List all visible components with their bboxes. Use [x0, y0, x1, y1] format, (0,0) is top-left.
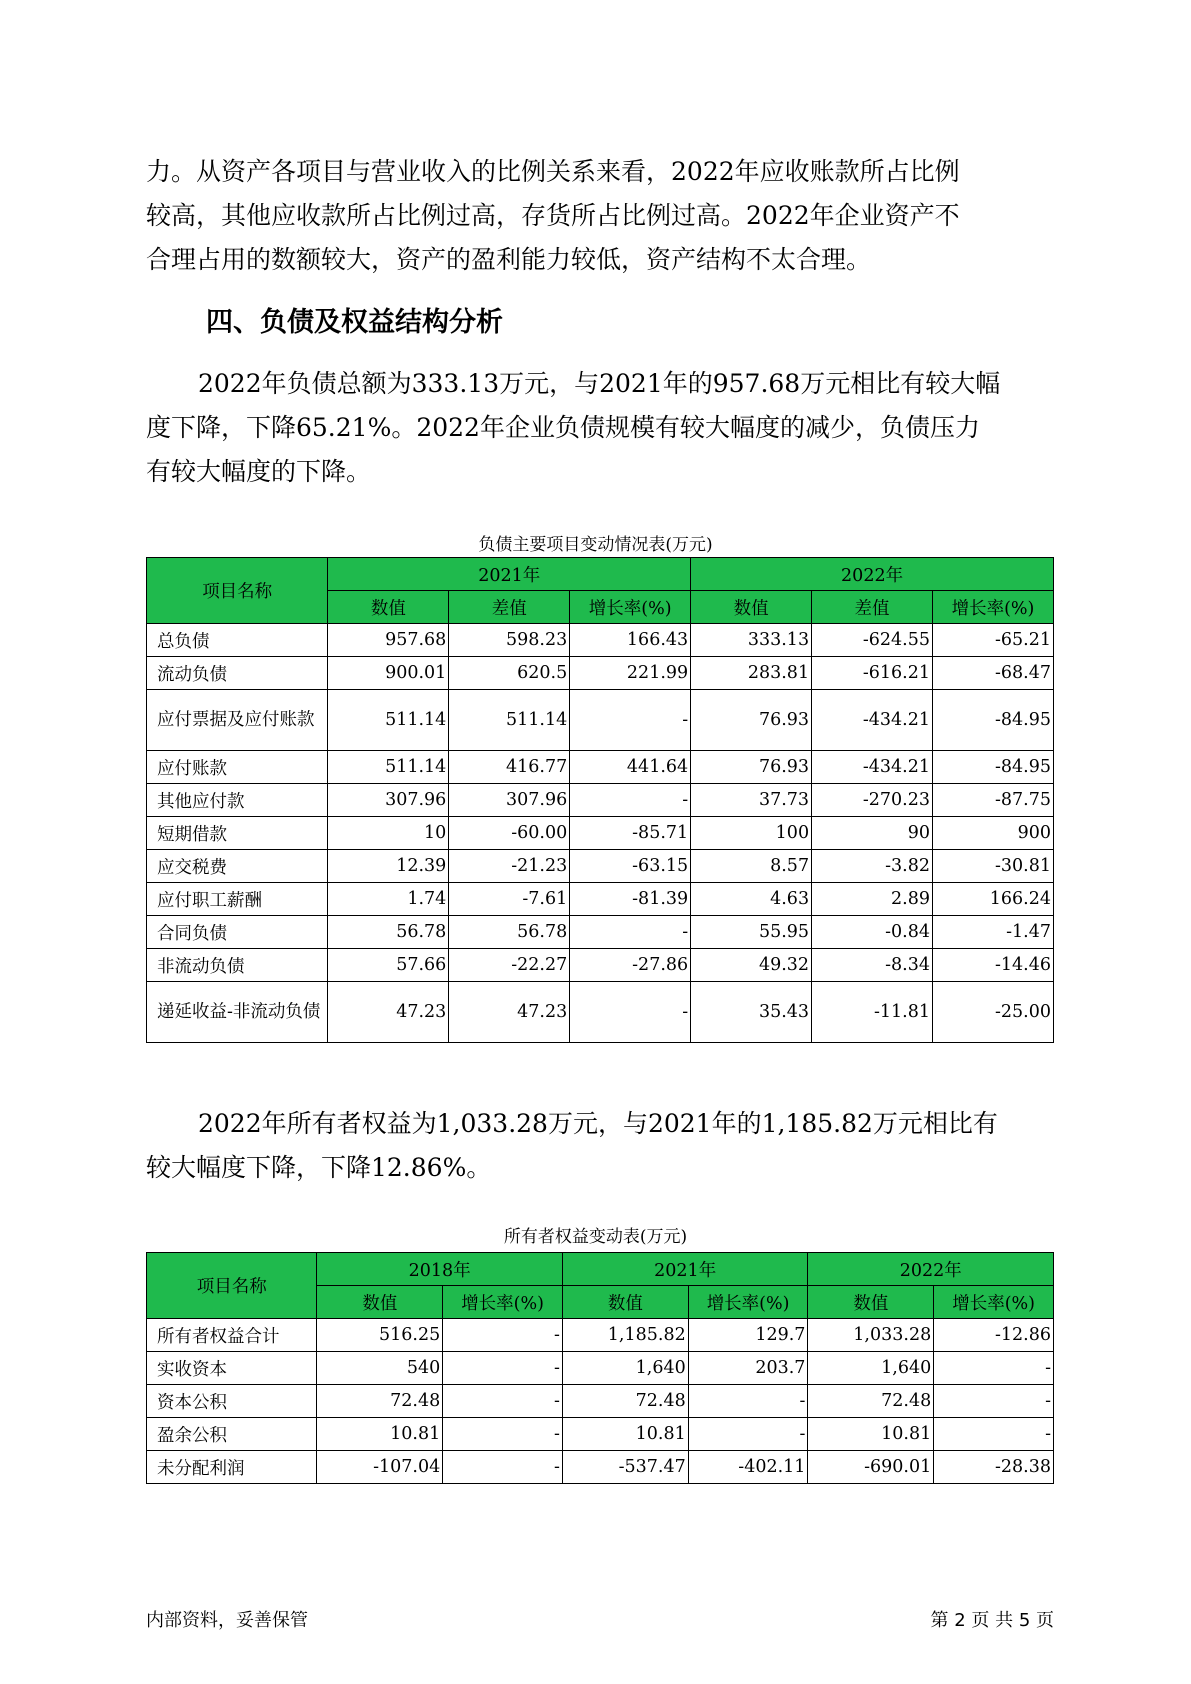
cell-growth: 441.64 [570, 751, 691, 784]
cell-value: 72.48 [808, 1385, 934, 1418]
cell-value: 1,640 [808, 1352, 934, 1385]
cell-growth: 166.43 [570, 624, 691, 657]
header-growth: 增长率(%) [688, 1286, 808, 1319]
row-name: 应付票据及应付账款 [147, 690, 328, 751]
cell-growth: -84.95 [933, 751, 1054, 784]
cell-diff: 598.23 [449, 624, 570, 657]
table-row [147, 1319, 1054, 1352]
cell-growth: - [570, 982, 691, 1043]
text-line: 2022年负债总额为333.13万元，与2021年的957.68万元相比有较大幅 [198, 369, 1001, 398]
cell-growth: - [688, 1385, 808, 1418]
footer-confidential-note: 内部资料，妥善保管 [146, 1610, 308, 1631]
header-year: 2022年 [691, 558, 1054, 591]
cell-diff: 416.77 [449, 751, 570, 784]
table-caption-liabilities: 负债主要项目变动情况表(万元) [478, 535, 713, 555]
table-row [147, 690, 1054, 751]
table-caption-equity: 所有者权益变动表(万元) [503, 1227, 688, 1247]
header-item-name: 项目名称 [147, 1253, 317, 1319]
cell-growth: -87.75 [933, 784, 1054, 817]
cell-value: 37.73 [691, 784, 812, 817]
cell-value: 12.39 [328, 850, 449, 883]
paragraph-liabilities [146, 362, 1046, 494]
cell-diff: 511.14 [449, 690, 570, 751]
row-name: 其他应付款 [147, 784, 328, 817]
cell-value: 511.14 [328, 751, 449, 784]
cell-value: 35.43 [691, 982, 812, 1043]
cell-diff: -11.81 [812, 982, 933, 1043]
table-row [147, 751, 1054, 784]
cell-growth: - [570, 690, 691, 751]
header-growth: 增长率(%) [570, 591, 691, 624]
footer-page-number: 第 2 页 共 5 页 [930, 1610, 1054, 1631]
cell-value: 72.48 [562, 1385, 688, 1418]
cell-growth: -28.38 [934, 1451, 1054, 1484]
cell-value: 900.01 [328, 657, 449, 690]
cell-value: 10.81 [808, 1418, 934, 1451]
table-row [147, 657, 1054, 690]
table-row [147, 916, 1054, 949]
cell-diff: -0.84 [812, 916, 933, 949]
cell-diff: 90 [812, 817, 933, 850]
cell-growth: -81.39 [570, 883, 691, 916]
cell-value: 72.48 [317, 1385, 443, 1418]
cell-growth: 900 [933, 817, 1054, 850]
cell-value: 4.63 [691, 883, 812, 916]
cell-growth: -25.00 [933, 982, 1054, 1043]
liabilities-table [146, 557, 1054, 1043]
header-value: 数值 [562, 1286, 688, 1319]
cell-growth: 166.24 [933, 883, 1054, 916]
cell-value: 540 [317, 1352, 443, 1385]
cell-value: 57.66 [328, 949, 449, 982]
row-name: 应付职工薪酬 [147, 883, 328, 916]
cell-diff: -3.82 [812, 850, 933, 883]
cell-value: 307.96 [328, 784, 449, 817]
header-diff: 差值 [449, 591, 570, 624]
header-diff: 差值 [812, 591, 933, 624]
cell-diff: -8.34 [812, 949, 933, 982]
cell-diff: -21.23 [449, 850, 570, 883]
cell-diff: -270.23 [812, 784, 933, 817]
cell-diff: 307.96 [449, 784, 570, 817]
row-name: 未分配利润 [147, 1451, 317, 1484]
cell-growth: 203.7 [688, 1352, 808, 1385]
cell-value: -690.01 [808, 1451, 934, 1484]
row-name: 资本公积 [147, 1385, 317, 1418]
header-year: 2021年 [562, 1253, 808, 1286]
header-value: 数值 [317, 1286, 443, 1319]
header-value: 数值 [328, 591, 449, 624]
cell-growth: - [570, 784, 691, 817]
table-row [147, 624, 1054, 657]
cell-growth: - [934, 1352, 1054, 1385]
table-row [147, 982, 1054, 1043]
cell-growth: -85.71 [570, 817, 691, 850]
cell-growth: -63.15 [570, 850, 691, 883]
cell-value: 516.25 [317, 1319, 443, 1352]
cell-growth: -84.95 [933, 690, 1054, 751]
header-year: 2018年 [317, 1253, 563, 1286]
header-value: 数值 [808, 1286, 934, 1319]
table-row [147, 1385, 1054, 1418]
header-growth: 增长率(%) [934, 1286, 1054, 1319]
cell-value: 10.81 [317, 1418, 443, 1451]
cell-growth: 129.7 [688, 1319, 808, 1352]
text-line: 2022年所有者权益为1,033.28万元，与2021年的1,185.82万元相比有 [198, 1109, 998, 1138]
cell-growth: - [443, 1418, 563, 1451]
cell-growth: - [443, 1385, 563, 1418]
cell-growth: -30.81 [933, 850, 1054, 883]
cell-diff: 2.89 [812, 883, 933, 916]
table-row [147, 1451, 1054, 1484]
cell-growth: - [443, 1319, 563, 1352]
row-name: 总负债 [147, 624, 328, 657]
cell-diff: -60.00 [449, 817, 570, 850]
row-name: 所有者权益合计 [147, 1319, 317, 1352]
text-line: 合理占用的数额较大，资产的盈利能力较低，资产结构不太合理。 [146, 245, 872, 274]
row-name: 合同负债 [147, 916, 328, 949]
section-heading: 四、负债及权益结构分析 [206, 307, 503, 338]
cell-growth: -12.86 [934, 1319, 1054, 1352]
header-growth: 增长率(%) [443, 1286, 563, 1319]
cell-value: 49.32 [691, 949, 812, 982]
row-name: 应交税费 [147, 850, 328, 883]
header-growth: 增长率(%) [933, 591, 1054, 624]
cell-growth: - [688, 1418, 808, 1451]
table-row [147, 1352, 1054, 1385]
row-name: 应付账款 [147, 751, 328, 784]
header-value: 数值 [691, 591, 812, 624]
header-item-name: 项目名称 [147, 558, 328, 624]
cell-growth: - [443, 1451, 563, 1484]
cell-growth: -402.11 [688, 1451, 808, 1484]
cell-growth: -68.47 [933, 657, 1054, 690]
row-name: 非流动负债 [147, 949, 328, 982]
cell-diff: -434.21 [812, 751, 933, 784]
header-year: 2021年 [328, 558, 691, 591]
cell-value: 283.81 [691, 657, 812, 690]
paragraph-equity [146, 1102, 1046, 1190]
row-name: 盈余公积 [147, 1418, 317, 1451]
table-row [147, 1418, 1054, 1451]
table-row [147, 883, 1054, 916]
table-row [147, 949, 1054, 982]
table-row [147, 850, 1054, 883]
cell-value: 100 [691, 817, 812, 850]
cell-value: 1,640 [562, 1352, 688, 1385]
cell-value: 56.78 [328, 916, 449, 949]
header-year: 2022年 [808, 1253, 1054, 1286]
cell-growth: -65.21 [933, 624, 1054, 657]
cell-value: 10.81 [562, 1418, 688, 1451]
cell-growth: - [934, 1385, 1054, 1418]
text-line: 较大幅度下降，下降12.86%。 [146, 1153, 492, 1182]
cell-value: 333.13 [691, 624, 812, 657]
text-line: 有较大幅度的下降。 [146, 457, 372, 486]
cell-growth: -14.46 [933, 949, 1054, 982]
cell-diff: 620.5 [449, 657, 570, 690]
cell-diff: 56.78 [449, 916, 570, 949]
cell-value: 47.23 [328, 982, 449, 1043]
row-name: 递延收益-非流动负债 [147, 982, 328, 1043]
cell-value: -107.04 [317, 1451, 443, 1484]
cell-growth: 221.99 [570, 657, 691, 690]
cell-diff: -22.27 [449, 949, 570, 982]
cell-value: 511.14 [328, 690, 449, 751]
row-name: 短期借款 [147, 817, 328, 850]
cell-growth: -27.86 [570, 949, 691, 982]
paragraph-asset-conclusion [146, 150, 1046, 282]
cell-diff: -616.21 [812, 657, 933, 690]
row-name: 流动负债 [147, 657, 328, 690]
cell-growth: -1.47 [933, 916, 1054, 949]
text-line: 力。从资产各项目与营业收入的比例关系来看，2022年应收账款所占比例 [146, 157, 960, 186]
table-row [147, 784, 1054, 817]
cell-value: 1,185.82 [562, 1319, 688, 1352]
cell-diff: 47.23 [449, 982, 570, 1043]
cell-value: 8.57 [691, 850, 812, 883]
text-line: 度下降，下降65.21%。2022年企业负债规模有较大幅度的减少，负债压力 [146, 413, 980, 442]
cell-value: 76.93 [691, 690, 812, 751]
cell-value: 1,033.28 [808, 1319, 934, 1352]
cell-diff: -624.55 [812, 624, 933, 657]
cell-growth: - [934, 1418, 1054, 1451]
cell-growth: - [570, 916, 691, 949]
cell-value: 957.68 [328, 624, 449, 657]
cell-diff: -434.21 [812, 690, 933, 751]
cell-diff: -7.61 [449, 883, 570, 916]
cell-value: 10 [328, 817, 449, 850]
cell-value: 55.95 [691, 916, 812, 949]
cell-value: -537.47 [562, 1451, 688, 1484]
row-name: 实收资本 [147, 1352, 317, 1385]
cell-value: 76.93 [691, 751, 812, 784]
text-line: 较高，其他应收款所占比例过高，存货所占比例过高。2022年企业资产不 [146, 201, 960, 230]
cell-value: 1.74 [328, 883, 449, 916]
table-row [147, 817, 1054, 850]
equity-table [146, 1252, 1054, 1484]
cell-growth: - [443, 1352, 563, 1385]
